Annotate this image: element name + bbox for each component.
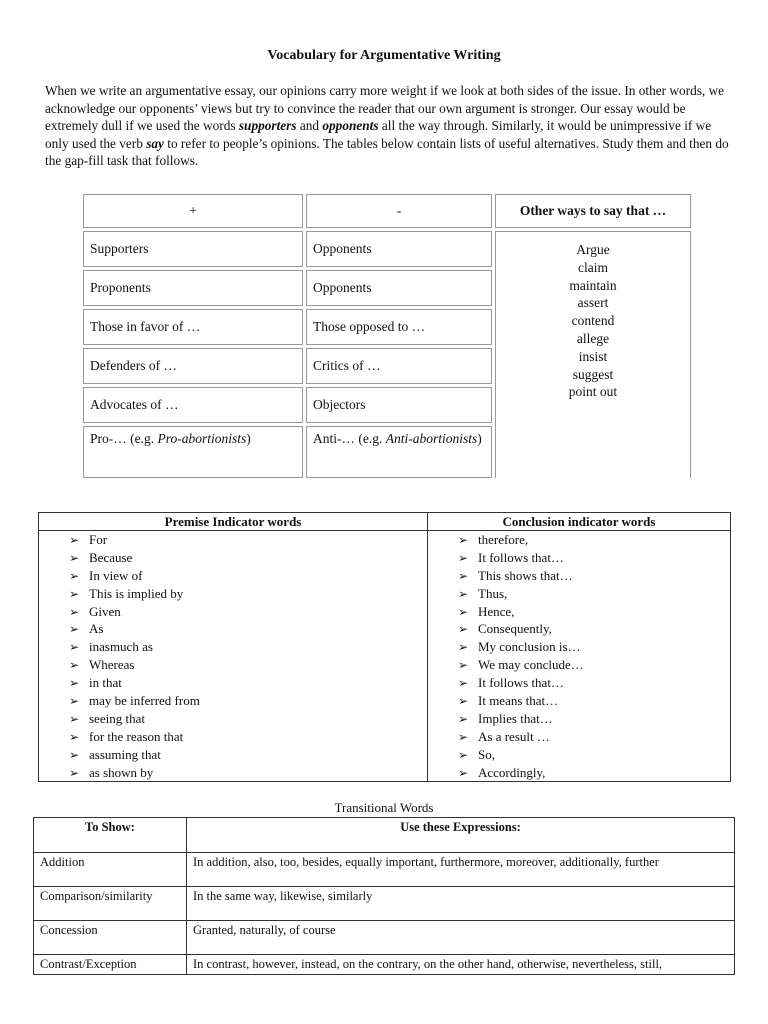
arrow-bullet-icon: ➢: [458, 676, 469, 691]
conclusion-item: [458, 764, 730, 782]
premise-word: for the reason that: [89, 728, 184, 744]
conclusion-word: Thus,: [478, 585, 508, 601]
vocab-plus-cell: Advocates of …: [83, 387, 303, 423]
verb-item: contend: [571, 313, 615, 329]
vocab-plus-cell: [83, 426, 303, 478]
premise-item: [69, 692, 427, 710]
verb-item: point out: [568, 384, 618, 400]
conclusion-item: [458, 531, 730, 549]
vocab-header-plus: +: [83, 194, 303, 228]
intro-text-1: When we write an argumentative essay, our opinions carry more weight if we look at both sides of the issue. In other words, we acknowledge our opponents’ views but try to convince the reader that our own argument is stronger. Our essay would be extremely dull if we used the words: [45, 83, 725, 134]
conclusion-item: [458, 603, 730, 621]
arrow-bullet-icon: ➢: [458, 729, 469, 744]
arrow-bullet-icon: ➢: [458, 533, 469, 547]
indicator-words-table: [38, 512, 731, 782]
premise-item: [69, 531, 427, 549]
transition-type: Contrast/Exception: [34, 955, 187, 975]
vocab-minus-cell: Objectors: [306, 387, 492, 423]
premise-word: in that: [89, 675, 122, 691]
conclusion-word: As a result …: [478, 728, 550, 744]
conclusion-word: Implies that…: [478, 710, 553, 726]
arrow-bullet-icon: ➢: [69, 694, 80, 709]
premise-word: Because: [89, 549, 133, 565]
transition-type: Concession: [34, 921, 187, 955]
transition-expressions: Granted, naturally, of course: [187, 921, 735, 955]
page-title: Vocabulary for Argumentative Writing: [267, 48, 501, 63]
conclusion-item: [458, 620, 730, 638]
conclusion-word: It follows that…: [478, 549, 564, 565]
arrow-bullet-icon: ➢: [69, 550, 80, 565]
anti-suffix: ): [477, 431, 482, 446]
arrow-bullet-icon: ➢: [458, 711, 469, 726]
transition-type: Comparison/similarity: [34, 887, 187, 921]
premise-item: [69, 620, 427, 638]
arrow-bullet-icon: ➢: [69, 747, 80, 762]
premise-item: [69, 728, 427, 746]
vocab-other-ways-cell: [495, 231, 691, 478]
pro-prefix: Pro-… (e.g.: [90, 431, 158, 446]
conclusion-list: [428, 531, 730, 781]
premise-header: Premise Indicator words: [39, 513, 428, 531]
intro-word-say: say: [146, 135, 164, 151]
premise-list: [39, 531, 427, 781]
conclusion-word: We may conclude…: [478, 657, 584, 673]
anti-example: Anti-abortionists: [385, 431, 478, 446]
vocab-minus-cell: Those opposed to …: [306, 309, 492, 345]
premise-item: [69, 603, 427, 621]
premise-item: [69, 710, 427, 728]
conclusion-word: therefore,: [478, 532, 529, 547]
verb-item: Argue: [576, 242, 610, 257]
premise-word: In view of: [89, 567, 143, 583]
transition-expressions: In the same way, likewise, similarly: [187, 887, 735, 921]
conclusion-item: [458, 549, 730, 567]
arrow-bullet-icon: ➢: [69, 765, 80, 780]
verb-item: allege: [576, 330, 610, 346]
arrow-bullet-icon: ➢: [69, 658, 80, 673]
pro-example: Pro-abortionists: [157, 431, 247, 446]
verb-item: maintain: [569, 277, 617, 293]
intro-paragraph: [45, 82, 735, 170]
conclusion-word: It means that…: [478, 693, 559, 709]
premise-word: Given: [89, 603, 121, 619]
premise-word: may be inferred from: [89, 693, 200, 709]
vocab-minus-cell: [306, 426, 492, 478]
intro-text-3: all the way through. Similarly, it would be unimpressive if we only used the verb: [45, 118, 712, 151]
intro-word-supporters: supporters: [238, 118, 297, 134]
premise-word: As: [89, 621, 104, 637]
transition-expressions: In addition, also, too, besides, equally important, furthermore, moreover, additionally, further: [187, 853, 735, 887]
vocab-header-other: Other ways to say that …: [495, 194, 691, 228]
premise-word: inasmuch as: [89, 639, 153, 655]
conclusion-item: [458, 656, 730, 674]
arrow-bullet-icon: ➢: [69, 533, 80, 547]
conclusion-word: My conclusion is…: [478, 639, 581, 655]
arrow-bullet-icon: ➢: [69, 586, 80, 601]
premise-item: [69, 585, 427, 603]
transitional-table: [33, 817, 735, 975]
conclusion-item: [458, 585, 730, 603]
premise-item: [69, 638, 427, 656]
vocab-minus-cell: Critics of …: [306, 348, 492, 384]
vocab-minus-cell: Opponents: [306, 231, 492, 267]
vocab-plus-cell: Proponents: [83, 270, 303, 306]
vocab-plus-cell: Those in favor of …: [83, 309, 303, 345]
premise-item: [69, 549, 427, 567]
intro-word-opponents: opponents: [322, 118, 379, 134]
arrow-bullet-icon: ➢: [69, 568, 80, 583]
vocabulary-table: [80, 191, 694, 481]
pro-suffix: ): [246, 431, 251, 446]
arrow-bullet-icon: ➢: [69, 604, 80, 619]
to-show-header: To Show:: [34, 818, 187, 853]
conclusion-word: Accordingly,: [478, 764, 546, 780]
arrow-bullet-icon: ➢: [458, 604, 469, 619]
premise-item: [69, 746, 427, 764]
arrow-bullet-icon: ➢: [69, 711, 80, 726]
premise-item: [69, 764, 427, 782]
arrow-bullet-icon: ➢: [69, 640, 80, 655]
premise-word: Whereas: [89, 657, 135, 673]
premise-item: [69, 567, 427, 585]
conclusion-word: It follows that…: [478, 675, 564, 691]
arrow-bullet-icon: ➢: [458, 765, 469, 780]
arrow-bullet-icon: ➢: [458, 622, 469, 637]
arrow-bullet-icon: ➢: [458, 550, 469, 565]
transitional-title: Transitional Words: [334, 800, 434, 815]
conclusion-word: So,: [478, 746, 495, 762]
arrow-bullet-icon: ➢: [458, 586, 469, 601]
arrow-bullet-icon: ➢: [458, 568, 469, 583]
conclusion-item: [458, 567, 730, 585]
intro-text-2: and: [296, 118, 323, 134]
conclusion-item: [458, 710, 730, 728]
vocab-plus-cell: Defenders of …: [83, 348, 303, 384]
conclusion-item: [458, 638, 730, 656]
premise-word: assuming that: [89, 746, 161, 762]
conclusion-word: Consequently,: [478, 621, 552, 637]
arrow-bullet-icon: ➢: [69, 729, 80, 744]
conclusion-item: [458, 692, 730, 710]
conclusion-column: [428, 531, 731, 782]
vocab-header-minus: -: [306, 194, 492, 228]
conclusion-word: Hence,: [478, 603, 515, 619]
arrow-bullet-icon: ➢: [458, 658, 469, 673]
conclusion-header: Conclusion indicator words: [428, 513, 731, 531]
conclusion-item: [458, 728, 730, 746]
conclusion-item: [458, 746, 730, 764]
premise-column: [39, 531, 428, 782]
verb-item: assert: [577, 295, 609, 311]
transition-expressions: In contrast, however, instead, on the contrary, on the other hand, otherwise, nevertheless, still,: [187, 955, 735, 975]
arrow-bullet-icon: ➢: [458, 694, 469, 709]
arrow-bullet-icon: ➢: [69, 622, 80, 637]
verb-item: claim: [578, 259, 608, 275]
premise-word: This is implied by: [89, 585, 184, 601]
arrow-bullet-icon: ➢: [458, 747, 469, 762]
transition-type: Addition: [34, 853, 187, 887]
premise-word: For: [89, 532, 108, 547]
verb-item: insist: [578, 348, 608, 364]
premise-item: [69, 656, 427, 674]
anti-prefix: Anti-… (e.g.: [313, 431, 386, 446]
premise-item: [69, 674, 427, 692]
vocab-plus-cell: Supporters: [83, 231, 303, 267]
arrow-bullet-icon: ➢: [69, 676, 80, 691]
intro-text-4: to refer to people’s opinions. The tables below contain lists of useful alternatives. Study them and then do the gap-fill task that follows.: [45, 135, 729, 169]
verb-item: suggest: [572, 366, 614, 382]
conclusion-item: [458, 674, 730, 692]
expressions-header: Use these Expressions:: [187, 818, 735, 853]
premise-word: as shown by: [89, 764, 154, 780]
premise-word: seeing that: [89, 710, 145, 726]
arrow-bullet-icon: ➢: [458, 640, 469, 655]
vocab-minus-cell: Opponents: [306, 270, 492, 306]
conclusion-word: This shows that…: [478, 567, 573, 583]
